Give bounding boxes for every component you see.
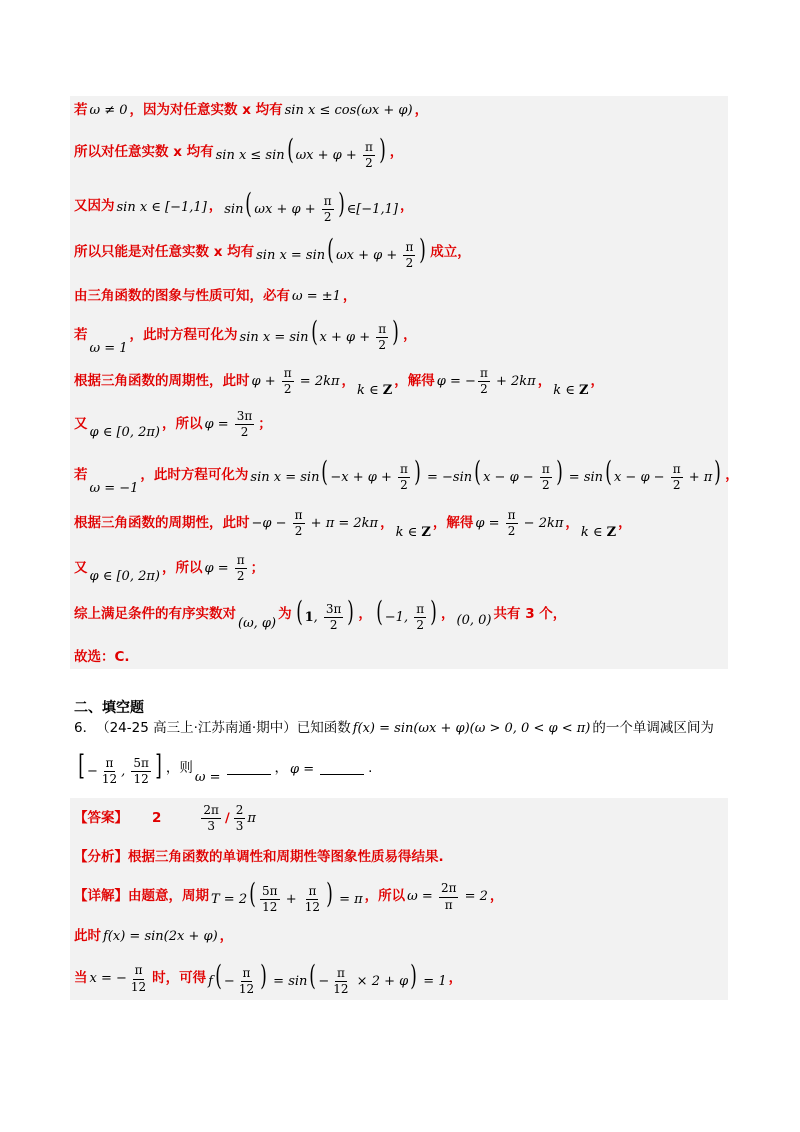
sol-line-4: 所以只能是对任意实数 x 均有 sin x = sin( ωx + φ + $\frac{\pi}{2}$ ) 成立， — [74, 233, 471, 270]
sol-line-1: 若 ω ≠ 0 ，因为对任意实数 x 均有 sin x ≤ cos(ωx + φ) ， — [74, 102, 429, 119]
sol-line-12: 综上满足条件的有序实数对 (ω, φ) 为 ( 1, $\frac{3\pi}{2}$ ) ， ( −1, $\frac{\pi}{2}$ ) ， (0, 0) 共有 3 个， — [74, 595, 567, 632]
detail-line-1: 【详解】 由题意，周期 T = 2( $\frac{5\pi}{12}$ + $\frac{\pi}{12}$ ) = π ，所以 ω = $\frac{2\pi}{\pi}$ = 2 ， — [74, 877, 504, 914]
sol-line-10: 根据三角函数的周期性，此时 −φ − $\frac{\pi}{2}$ + π = 2kπ ， k ∈ Z ，解得 φ = $\frac{\pi}{2}$ − 2kπ ， k ∈ Z ， — [74, 507, 632, 540]
answer-blank-2[interactable] — [320, 764, 364, 775]
sol-line-13: 故选：C. — [74, 649, 130, 665]
sol-line-9: 若 ω = −1 ，此时方程可化为 sin x = sin( −x + φ + $\frac{\pi}{2}$ ) = −sin( x − φ − $\frac{\pi}{2}$ ) = sin( x − φ − $\frac{\pi}{2}$ + π) ， — [74, 455, 739, 496]
question-6-line-2: [ − $\frac{\pi}{12}$ , $\frac{5\pi}{12}$ ] ，则 ω = ， φ = . — [78, 749, 373, 786]
section-heading: 二、填空题 — [74, 700, 144, 716]
sol-line-8: 又 φ ∈ [0, 2π) ，所以 φ = $\frac{3\pi}{2}$ ； — [74, 409, 272, 441]
sol-line-7: 根据三角函数的周期性，此时 φ + $\frac{\pi}{2}$ = 2kπ ， k ∈ Z ，解得 φ = − $\frac{\pi}{2}$ + 2kπ ， k ∈ Z ， — [74, 365, 604, 398]
answer-blank-1[interactable] — [227, 764, 271, 775]
analysis-line: 【分析】 根据三角函数的单调性和周期性等图象性质易得结果. — [74, 849, 444, 865]
sol-line-6: 若 ω = 1 ，此时方程可化为 sin x = sin( x + φ + $\frac{\pi}{2}$ ) ， — [74, 315, 417, 356]
sol-line-2: 所以对任意实数 x 均有 sin x ≤ sin( ωx + φ + $\frac{\pi}{2}$ ) ， — [74, 133, 404, 170]
sol-line-3: 又因为 sin x ∈ [−1,1] ， sin( ωx + φ + $\frac{\pi}{2}$ ) ∈[−1,1] ， — [74, 187, 414, 224]
answer-line: 【答案】 2 $\frac{2\pi}{3}$ / $\frac{2}{3}$ π — [74, 803, 256, 834]
question-6-line-1: 6． （24-25 高三上·江苏南通·期中）已知函数 f(x) = sin(ωx + φ)(ω > 0, 0 < φ < π) 的一个单调减区间为 — [74, 720, 714, 737]
sol-line-5: 由三角函数的图象与性质可知，必有 ω = ±1 ， — [74, 288, 357, 305]
detail-line-2: 此时 f(x) = sin(2x + φ) ， — [74, 928, 234, 945]
detail-line-3: 当 x = − $\frac{\pi}{12}$ 时，可得 f( − $\frac{\pi}{12}$ ) = sin( − $\frac{\pi}{12}$ × 2 + φ) = 1 ， — [74, 959, 463, 996]
sol-line-11: 又 φ ∈ [0, 2π) ，所以 φ = $\frac{\pi}{2}$ ； — [74, 553, 265, 585]
